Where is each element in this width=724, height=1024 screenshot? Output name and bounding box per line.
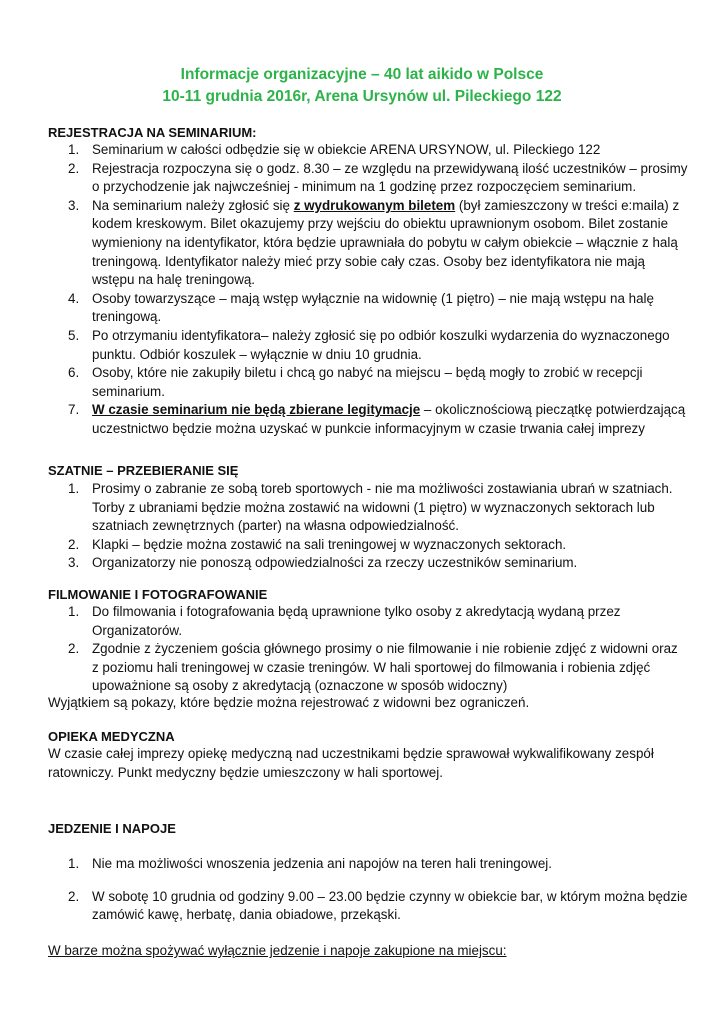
medical-text: W czasie całej imprezy opiekę medyczną nad uczestnikami będzie sprawował wykwalifikowany zespół ratowniczy. Punkt medyczny będzie umieszczony w hali sportowej. bbox=[48, 746, 654, 780]
list-item: 1. Do filmowania i fotografowania będą uprawnione tylko osoby z akredytacją wydaną przez Organizatorów. bbox=[68, 604, 621, 638]
filming-note: Wyjątkiem są pokazy, które będzie można rejestrować z widowni bez ograniczeń. bbox=[48, 695, 530, 710]
list-item: 4. Osoby towarzyszące – mają wstęp wyłącznie na widownię (1 piętro) – nie mają wstępu na halę treningową. bbox=[68, 290, 654, 325]
list-item: 3. Na seminarium należy zgłosić się z wydrukowanym biletem (był zamieszczony w treści e:maila) z kodem kreskowym. Bilet okazujemy przy wejściu do obiektu uprawnionym osobom. Bilet zostanie wymieniony na identyfikator, która będzie uprawniała do pobytu w całym obiekcie – włącznie z halą treningową. Identyfikator należy mieć przy sobie cały czas. Osoby bez identyfikatora nie mają wstępu na halę treningową. bbox=[68, 197, 680, 288]
list-item: 2. Zgodnie z życzeniem gościa głównego prosimy o nie filmowanie i nie robienie zdjęć z widowni oraz z poziomu hali treningowej w czasie treningów. W hali sportowej do filmowania i robienia zdjęć upoważnione są osoby z akredytacją (oznaczone w sposób widoczny) bbox=[68, 641, 678, 694]
list-item: 7. W czasie seminarium nie będą zbierane legitymacje – okolicznościową pieczątkę potwierdzającą uczestnictwo będzie można uzyskać w punkcie informacyjnym w czasie trwania całej imprezy bbox=[68, 402, 686, 436]
bar-note: W barze można spożywać wyłącznie jedzenie i napoje zakupione na miejscu: bbox=[48, 943, 507, 958]
list-item: 3. Organizatorzy nie ponoszą odpowiedzialności za rzeczy uczestników seminarium. bbox=[68, 555, 578, 571]
list-item: 2. Rejestracja rozpoczyna się o godz. 8.30 – ze względu na przewidywaną ilość uczestników – prosimy o przychodzenie jak najwcześniej - minimum na 1 godzinę przez rozpoczęciem seminarium. bbox=[68, 160, 688, 195]
food-list bbox=[48, 855, 688, 925]
list-item: 1. Prosimy o zabranie ze sobą toreb sportowych - nie ma możliwości zostawiania ubrań w szatniach. Torby z ubraniami będzie można zostawić na widowni (1 piętro) w wyznaczonych sektorach lub szatniach zewnętrznych (parter) na własna odpowiedzialność. bbox=[68, 481, 673, 534]
list-item: 5. Po otrzymaniu identyfikatora– należy zgłosić się po odbiór koszulki wydarzenia do wyznaczonego punktu. Odbiór koszulek – wyłącznie w dniu 10 grudnia. bbox=[68, 327, 670, 362]
filming-list bbox=[48, 603, 688, 696]
section-heading-registration: REJESTRACJA NA SEMINARIUM: bbox=[48, 125, 257, 140]
document-subtitle: 10-11 grudnia 2016r, Arena Ursynów ul. Pileckiego 122 bbox=[162, 88, 562, 105]
list-item: 2. Klapki – będzie można zostawić na sali treningowej w wyznaczonych sektorach. bbox=[68, 536, 567, 552]
section-heading-medical: OPIEKA MEDYCZNA bbox=[48, 729, 175, 744]
registration-list bbox=[48, 141, 688, 439]
list-item: 2. W sobotę 10 grudnia od godziny 9.00 – 23.00 będzie czynny w obiekcie bar, w którym można będzie zamówić kawę, herbatę, dania obiadowe, przekąski. bbox=[68, 888, 688, 923]
section-heading-food: JEDZENIE I NAPOJE bbox=[48, 821, 176, 836]
cloakroom-list bbox=[48, 480, 688, 573]
section-heading-filming: FILMOWANIE I FOTOGRAFOWANIE bbox=[48, 587, 268, 602]
list-item: 6. Osoby, które nie zakupiły biletu i chcą go nabyć na miejscu – będą mogły to zrobić w recepcji seminarium. bbox=[68, 365, 643, 399]
list-item: 1. Seminarium w całości odbędzie się w obiekcie ARENA URSYNOW, ul. Pileckiego 122 bbox=[68, 142, 601, 157]
list-item: 1. Nie ma możliwości wnoszenia jedzenia ani napojów na teren hali treningowej. bbox=[68, 856, 552, 871]
section-heading-cloakroom: SZATNIE – PRZEBIERANIE SIĘ bbox=[48, 463, 239, 478]
document-title: Informacje organizacyjne – 40 lat aikido w Polsce bbox=[180, 66, 544, 83]
no-id-cards-emphasis: W czasie seminarium nie będą zbierane legitymacje bbox=[92, 402, 421, 418]
printed-ticket-emphasis: z wydrukowanym biletem bbox=[293, 197, 456, 213]
